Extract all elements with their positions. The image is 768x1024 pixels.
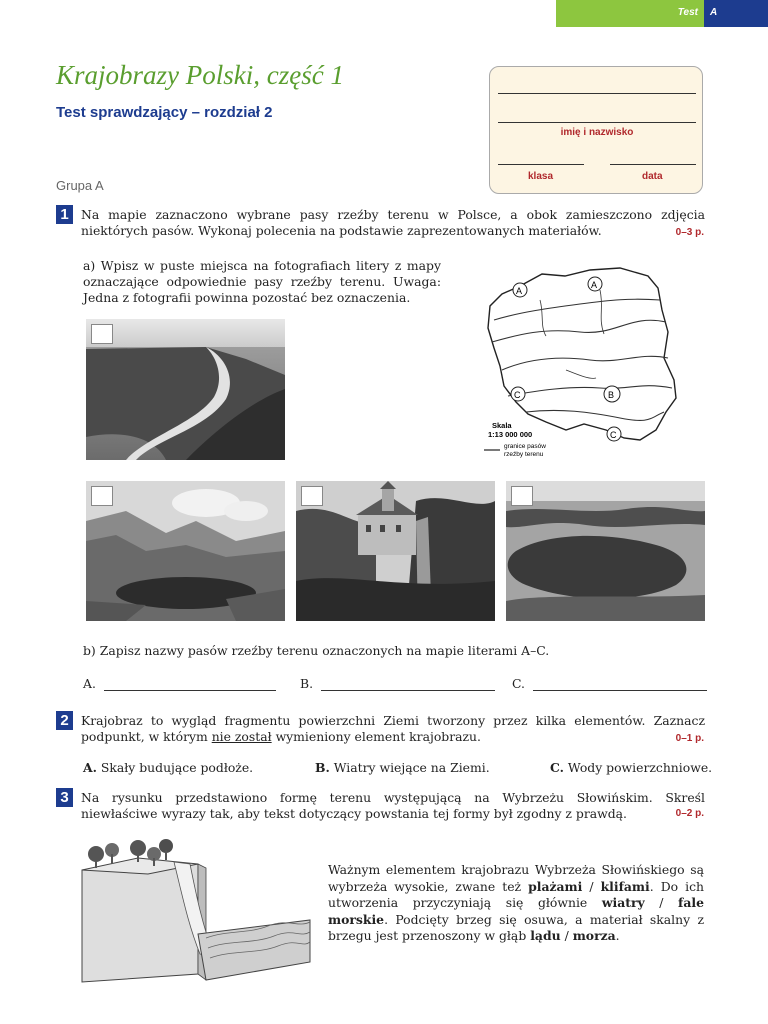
answer-c-line[interactable]: [533, 679, 707, 691]
class-caption: klasa: [528, 171, 554, 182]
q2-option-b-letter: B.: [315, 760, 330, 775]
map-label-a1: A: [516, 286, 523, 296]
q3-choice-wiatry[interactable]: wiatry: [601, 895, 645, 910]
question-1-text: Na mapie zaznaczono wybrane pasy rzeźby terenu w Polsce, a obok zamieszczono zdjęcia niektórych pasów. Wykonaj polecenia na podstawie zaprezentowanych materiałów.: [81, 207, 705, 238]
q3-part-1: Ważnym elementem krajobrazu Wybrzeża Słowińskiego są wybrzeża wysokie, zwane też: [328, 862, 704, 894]
q2-text-before: Krajobraz to wygląd fragmentu powierzchni Ziemi tworzony przez kilka elementów. Zaznacz podpunkt, w którym: [81, 713, 705, 744]
q1-part-a-text: a) Wpisz w puste miejsca na fotografiach litery z mapy oznaczające odpowiednie pasy rzeźby terenu. Uwaga: Jedna z fotografii powinna pozostać bez oznaczenia.: [83, 258, 441, 305]
student-info-box: [489, 66, 703, 194]
q2-option-a[interactable]: [83, 760, 253, 775]
q2-option-a-letter: A.: [83, 760, 97, 775]
q3-separator-3: /: [560, 928, 573, 943]
q3-choice-fale-morskie[interactable]: fale morskie: [328, 895, 704, 927]
page-title: Krajobrazy Polski, część 1: [56, 60, 344, 90]
q2-option-c-text: Wody powierzchniowe.: [567, 760, 713, 775]
q3-choice-ladu[interactable]: lądu: [530, 928, 561, 943]
q2-text-underline: nie został: [211, 729, 272, 744]
question-1-number: 1: [56, 205, 73, 224]
date-line[interactable]: [610, 164, 696, 165]
header-bar: [556, 0, 768, 27]
map-legend-line2: rzeźby terenu: [504, 451, 544, 458]
map-scale-value: 1:13 000 000: [488, 430, 533, 439]
map-legend-line1: granice pasów: [504, 443, 546, 450]
q3-part-3: . Podcięty brzeg się osuwa, a materiał skalny z brzegu jest przenoszony w głąb: [328, 911, 704, 943]
question-2-text: [81, 713, 705, 745]
q3-part-4: .: [615, 928, 620, 943]
q2-option-b[interactable]: [315, 760, 490, 775]
map-scale-title: Skala: [492, 421, 512, 430]
photo-lakes: [506, 481, 705, 621]
test-label: Test: [677, 7, 698, 18]
q3-separator-1: /: [582, 878, 601, 894]
photo-lakes-answer-box[interactable]: [511, 486, 533, 506]
map-label-a2: A: [591, 280, 598, 290]
question-2-points: 0–1 p.: [675, 733, 704, 744]
photo-castle: [296, 481, 495, 621]
q2-option-c-letter: C.: [550, 760, 564, 775]
q2-text-after: wymieniony element krajobrazu.: [271, 729, 481, 744]
answer-a-line[interactable]: [104, 679, 276, 691]
name-caption: imię i nazwisko: [560, 127, 634, 138]
name-line-2[interactable]: [498, 122, 696, 123]
photo-mountains-answer-box[interactable]: [91, 486, 113, 506]
answer-a: [83, 676, 276, 691]
q3-part-2: . Do ich utworzenia przyczyniają się głównie: [328, 878, 704, 910]
map-label-c2: C: [610, 430, 617, 440]
answer-b-letter: B.: [300, 676, 314, 691]
name-line-1[interactable]: [498, 93, 696, 94]
question-1-points: 0–3 p.: [675, 227, 704, 238]
question-3-points: 0–2 p.: [675, 808, 704, 819]
map-label-c1: C: [514, 390, 521, 400]
answer-a-letter: A.: [83, 676, 96, 691]
q1-part-b-text: b) Zapisz nazwy pasów rzeźby terenu oznaczonych na mapie literami A–C.: [83, 643, 550, 658]
q2-option-b-text: Wiatry wiejące na Ziemi.: [333, 760, 490, 775]
photo-castle-answer-box[interactable]: [301, 486, 323, 506]
answer-c-letter: C.: [512, 676, 525, 691]
question-2-number: 2: [56, 711, 73, 730]
question-3-number: 3: [56, 788, 73, 807]
q2-option-c[interactable]: [550, 760, 712, 775]
map-label-b: B: [608, 390, 615, 400]
question-3-text: Na rysunku przedstawiono formę terenu występującą na Wybrzeżu Słowińskim. Skreśl niewłaściwe wyrazy tak, aby tekst dotyczący powstania tej formy był zgodny z prawdą.: [81, 790, 705, 821]
group-label: Grupa A: [56, 178, 104, 193]
photo-coast: [86, 319, 285, 460]
q3-choice-plazami[interactable]: plażami: [528, 878, 583, 894]
answer-b-line[interactable]: [321, 679, 495, 691]
q3-choice-morza[interactable]: morza: [572, 928, 616, 943]
question-3-paragraph: [328, 862, 704, 945]
variant-badge: A: [704, 0, 768, 27]
date-caption: data: [642, 171, 663, 182]
poland-relief-map: [480, 262, 706, 462]
answer-c: [512, 676, 707, 691]
cliff-illustration: [78, 834, 314, 1000]
class-line[interactable]: [498, 164, 584, 165]
q3-separator-2: /: [644, 895, 679, 910]
photo-mountains: [86, 481, 285, 621]
photo-coast-answer-box[interactable]: [91, 324, 113, 344]
page-subtitle: Test sprawdzający – rozdział 2: [56, 104, 273, 121]
answer-b: [300, 676, 495, 691]
q2-option-a-text: Skały budujące podłoże.: [100, 760, 254, 775]
q3-choice-klifami[interactable]: klifami: [600, 878, 650, 894]
